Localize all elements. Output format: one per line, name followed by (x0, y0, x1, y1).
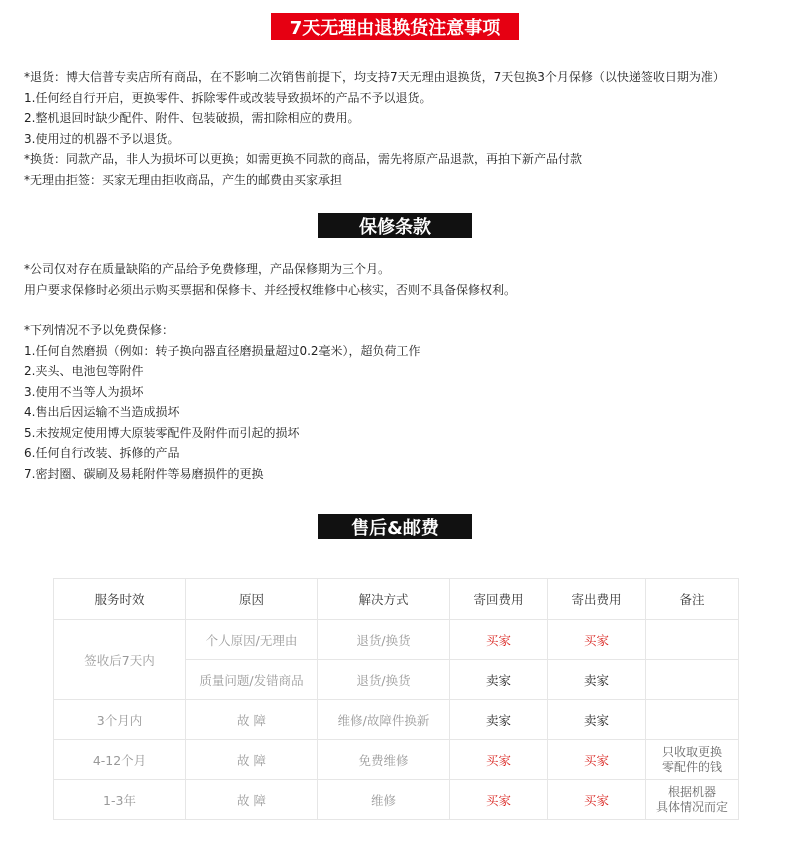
header-note: 备注 (646, 579, 739, 620)
cell-solution: 免费维修 (318, 740, 450, 780)
note-line: 只收取更换 (661, 744, 722, 759)
note-line: 零配件的钱 (661, 759, 722, 774)
return-line: 3.使用过的机器不予以退货。 (24, 131, 180, 146)
cell-period: 4-12个月 (54, 740, 186, 780)
exclusion-item: 4.售出后因运输不当造成损坏 (24, 405, 180, 419)
cell-send-fee: 卖家 (548, 660, 646, 700)
aftersale-table (53, 578, 739, 820)
header-reason: 原因 (186, 579, 318, 620)
warranty-line: *公司仅对存在质量缺陷的产品给予免费修理，产品保修期为三个月。 (24, 262, 391, 276)
note-line: 具体情况而定 (655, 799, 728, 814)
return-line: *退货：博大信普专卖店所有商品，在不影响二次销售前提下，均支持7天无理由退换货，7天包换3个月保修（以快递签收日期为准） (24, 70, 725, 84)
warranty-title: 保修条款 (318, 213, 472, 238)
cell-reason: 故 障 (186, 780, 318, 820)
cell-period: 1-3年 (54, 780, 186, 820)
exclusion-item: 3.使用不当等人为损坏 (24, 384, 144, 399)
cell-send-fee: 买家 (548, 780, 646, 820)
exclusion-item: 6.任何自行改装、拆修的产品 (24, 446, 180, 460)
cell-note (646, 700, 739, 740)
header-service-period: 服务时效 (54, 579, 186, 620)
cell-reason: 个人原因/无理由 (186, 620, 318, 660)
refusal-line: *无理由拒签：买家无理由拒收商品，产生的邮费由买家承担 (24, 172, 343, 187)
return-line: 2.整机退回时缺少配件、附件、包装破损，需扣除相应的费用。 (24, 111, 360, 125)
header-send-fee: 寄出费用 (548, 579, 646, 620)
return-policy-title: 7天无理由退换货注意事项 (271, 13, 519, 40)
exclusion-item: 1.任何自然磨损（例如：转子换向器直径磨损量超过0.2毫米），超负荷工作 (24, 343, 421, 358)
cell-reason: 故 障 (186, 700, 318, 740)
cell-return-fee: 买家 (450, 780, 548, 820)
return-policy-text (24, 67, 725, 190)
return-line: 1.任何经自行开启，更换零件、拆除零件或改装导致损坏的产品不予以退货。 (24, 90, 432, 105)
cell-period: 3个月内 (54, 700, 186, 740)
header-solution: 解决方式 (318, 579, 450, 620)
header-return-fee: 寄回费用 (450, 579, 548, 620)
warranty-line: 用户要求保修时必须出示购买票据和保修卡、并经授权维修中心核实，否则不具备保修权利。 (24, 282, 517, 297)
warranty-exclusions (24, 320, 421, 484)
table-row (54, 620, 739, 660)
table-row (54, 740, 739, 780)
warranty-text (24, 259, 516, 300)
cell-period: 签收后7天内 (54, 620, 186, 700)
exclusion-item: 5.未按规定使用博大原装零配件及附件而引起的损坏 (24, 425, 300, 440)
cell-note (646, 740, 739, 780)
aftersale-title: 售后&邮费 (318, 514, 472, 539)
cell-return-fee: 卖家 (450, 700, 548, 740)
cell-solution: 维修/故障件换新 (318, 700, 450, 740)
exclusion-item: 2.夹头、电池包等附件 (24, 364, 144, 378)
cell-solution: 退货/换货 (318, 620, 450, 660)
exchange-line: *换货：同款产品，非人为损坏可以更换；如需更换不同款的商品，需先将原产品退款，再拍下新产品付款 (24, 152, 583, 166)
cell-send-fee: 卖家 (548, 700, 646, 740)
exclusions-heading: *下列情况不予以免费保修： (24, 323, 175, 337)
cell-note (646, 620, 739, 660)
table-header-row (54, 579, 739, 620)
cell-solution: 维修 (318, 780, 450, 820)
cell-note (646, 660, 739, 700)
note-line: 根据机器 (667, 784, 716, 799)
cell-send-fee: 买家 (548, 620, 646, 660)
cell-note (646, 780, 739, 820)
exclusion-item: 7.密封圈、碳刷及易耗附件等易磨损件的更换 (24, 466, 264, 481)
cell-reason: 质量问题/发错商品 (186, 660, 318, 700)
cell-return-fee: 买家 (450, 740, 548, 780)
cell-send-fee: 买家 (548, 740, 646, 780)
cell-reason: 故 障 (186, 740, 318, 780)
cell-return-fee: 卖家 (450, 660, 548, 700)
table-row (54, 700, 739, 740)
cell-return-fee: 买家 (450, 620, 548, 660)
table-row (54, 780, 739, 820)
cell-solution: 退货/换货 (318, 660, 450, 700)
